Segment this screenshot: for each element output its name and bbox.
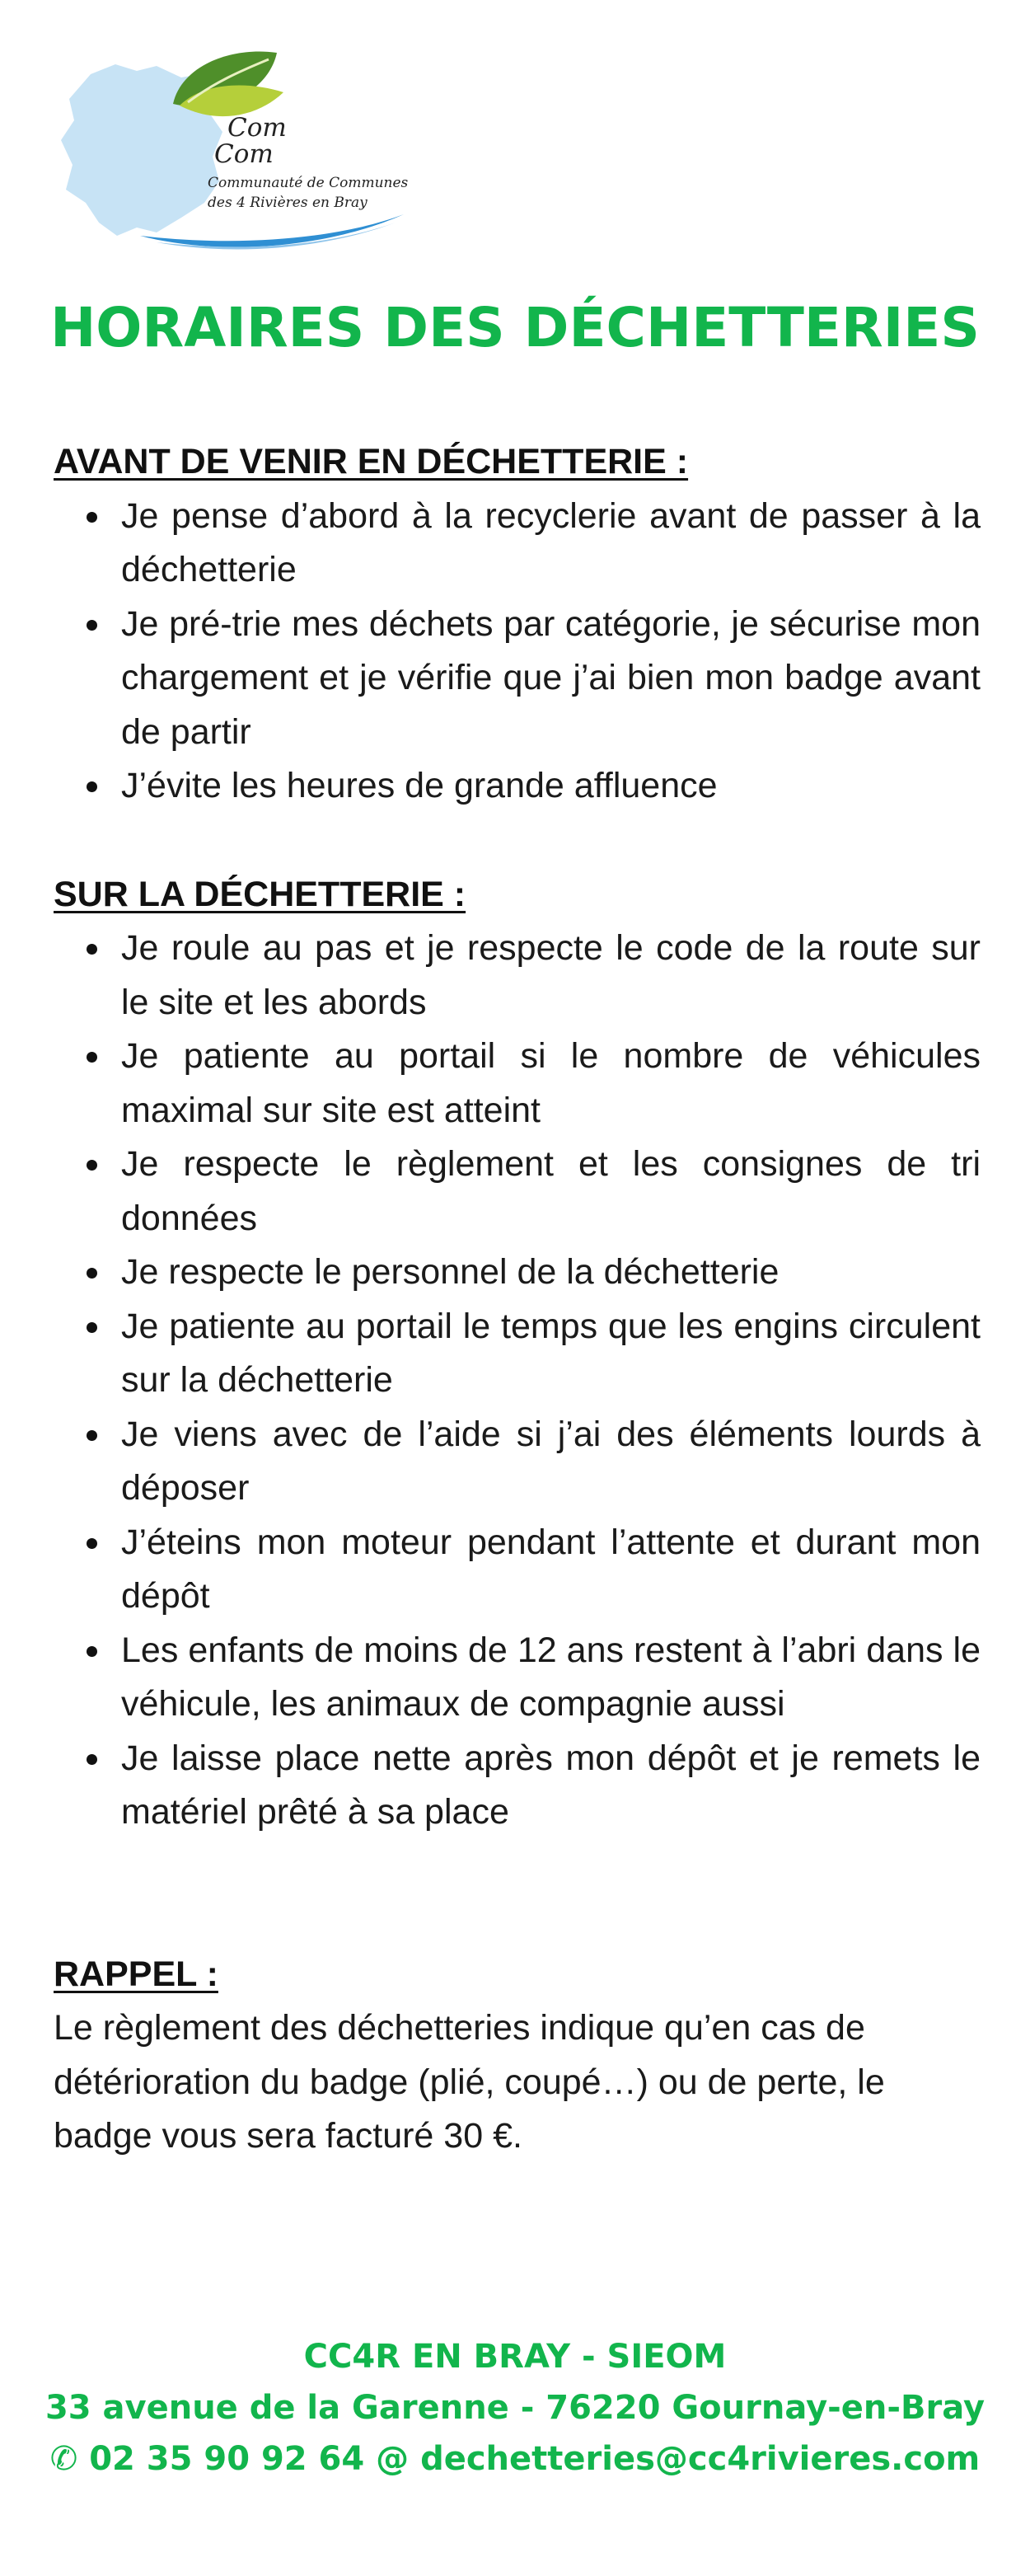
list-item: Je patiente au portail le temps que les engins circulent sur la déchetterie: [121, 1300, 981, 1408]
section-heading-avant: AVANT DE VENIR EN DÉCHETTERIE :: [54, 442, 689, 481]
rappel-text: Le règlement des déchetteries indique qu’en cas de détérioration du badge (plié, coupé…) ou de perte, le badge vous sera facturé 30 €.: [54, 2008, 885, 2156]
section-rappel: [54, 1948, 981, 2164]
list-item: J’éteins mon moteur pendant l’attente et durant mon dépôt: [121, 1516, 981, 1624]
footer-contact: [0, 2331, 1030, 2485]
logo-subtitle-1: Communauté de Communes: [208, 175, 409, 191]
list-item: Je patiente au portail si le nombre de véhicules maximal sur site est atteint: [121, 1030, 981, 1138]
logo-subtitle-2: des 4 Rivières en Bray: [208, 195, 368, 211]
logo-text-com-1: Com: [227, 113, 287, 143]
list-item: Je laisse place nette après mon dépôt et je remets le matériel prêté à sa place: [121, 1732, 981, 1840]
list-item: Je respecte le règlement et les consignes de tri données: [121, 1138, 981, 1246]
list-item: Je viens avec de l’aide si j’ai des éléments lourds à déposer: [121, 1408, 981, 1516]
bullet-list-sur: [54, 922, 981, 1840]
list-item: Je respecte le personnel de la déchetterie: [121, 1246, 981, 1300]
bullet-list-avant: [54, 490, 981, 814]
list-item: Je pré-trie mes déchets par catégorie, je sécurise mon chargement et je vérifie que j’ai bien mon badge avant de partir: [121, 598, 981, 760]
list-item: Je pense d’abord à la recyclerie avant de passer à la déchetterie: [121, 490, 981, 598]
logo-text-com-2: Com: [214, 139, 274, 169]
footer-phone-email: ✆ 02 35 90 92 64 @ dechetteries@cc4rivieres.com: [49, 2440, 981, 2478]
section-heading-rappel: RAPPEL :: [54, 1954, 218, 1994]
section-avant: [54, 435, 981, 814]
list-item: J’évite les heures de grande affluence: [121, 759, 981, 814]
swoosh-shape: [140, 214, 404, 247]
content: [54, 435, 981, 2164]
logo: [58, 41, 420, 256]
section-sur: [54, 868, 981, 1840]
page-title: HORAIRES DES DÉCHETTERIES: [50, 296, 980, 359]
list-item: Les enfants de moins de 12 ans restent à l’abri dans le véhicule, les animaux de compagnie aussi: [121, 1624, 981, 1732]
footer-organization: CC4R EN BRAY - SIEOM: [303, 2338, 727, 2376]
footer-address: 33 avenue de la Garenne - 76220 Gournay-en-Bray: [44, 2389, 986, 2427]
section-heading-sur: SUR LA DÉCHETTERIE :: [54, 874, 466, 914]
list-item: Je roule au pas et je respecte le code de la route sur le site et les abords: [121, 922, 981, 1030]
